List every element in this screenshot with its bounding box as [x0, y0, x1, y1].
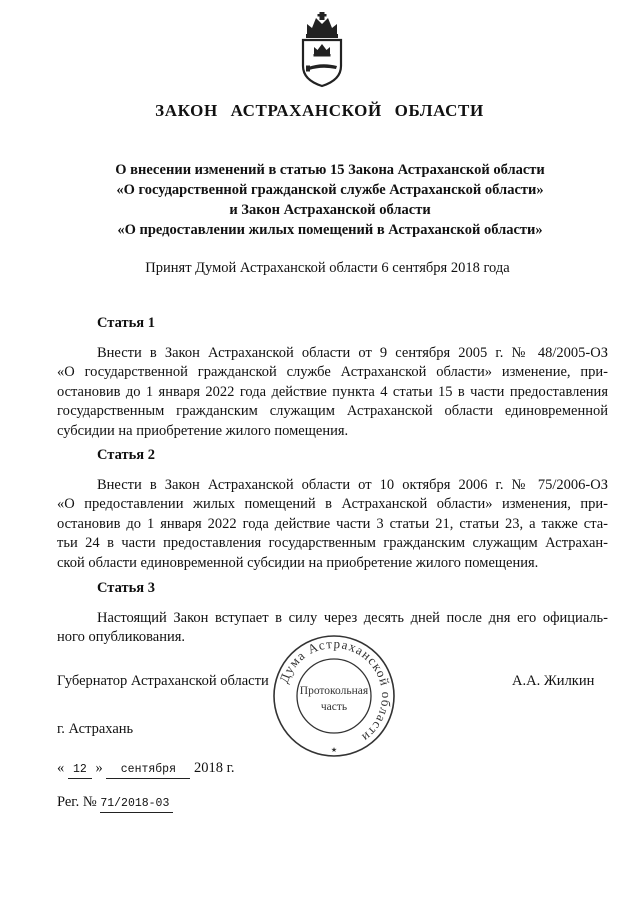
article-1-text	[57, 344, 608, 441]
text-line: Настоящий Закон вступает в силу через десять дней после дня его официаль-	[97, 610, 608, 626]
text-line: субсидии на приобретение жилого помещения.	[57, 422, 349, 439]
law-title-word: ОБЛАСТИ	[394, 101, 484, 120]
law-title	[0, 100, 639, 122]
text-line: «О государственной гражданской службе Астраханской области» изменение, при-	[57, 364, 608, 381]
governor-title: Губернатор Астраханской области	[57, 673, 269, 689]
text-line: остановив до 1 января 2022 года действие пункта 4 статьи 15 в части предоставления	[57, 383, 608, 400]
text-line: Внести в Закон Астраханской области от 9 сентября 2005 г. № 48/2005-ОЗ	[97, 345, 608, 361]
subject-line: «О государственной гражданской службе Астраханской области»	[116, 182, 544, 198]
article-1-heading: Статья 1	[97, 315, 155, 331]
article-2-heading: Статья 2	[97, 447, 155, 463]
law-title-word: АСТРАХАНСКОЙ	[230, 101, 382, 120]
place-of-signing: г. Астрахань	[57, 721, 134, 737]
text-line: ного опубликования.	[57, 629, 186, 646]
text-line: «О предоставлении жилых помещений в Астраханской области» изменения, при-	[57, 496, 608, 513]
text-line: тьи 24 в части предоставления государственным гражданским служащим Астрахан-	[57, 535, 608, 552]
subject-line: «О предоставлении жилых помещений в Астраханской области»	[117, 222, 543, 238]
adoption-note: Принят Думой Астраханской области 6 сентября 2018 года	[145, 260, 510, 276]
text-line: государственным гражданским служащим Астраханской области единовременной	[57, 403, 608, 420]
date-year: 2018 г.	[194, 760, 235, 776]
article-2-text	[57, 476, 608, 573]
duma-stamp	[270, 632, 398, 760]
registration-number	[57, 792, 173, 813]
stamp-ring-text-path: Дума Астраханской области	[276, 635, 395, 746]
article-3-heading: Статья 3	[97, 580, 155, 596]
text-line: ской области единовременной субсидии на приобретение жилого помещения.	[57, 554, 539, 571]
governor-name: А.А. Жилкин	[512, 673, 595, 689]
stamp-star-icon: ★	[330, 746, 338, 754]
subject-line: О внесении изменений в статью 15 Закона Астраханской области	[115, 162, 545, 178]
date-close-quote: »	[95, 760, 103, 776]
registration-value: 71/2018-03	[100, 796, 173, 813]
date-month: сентября	[106, 762, 190, 779]
registration-label: Рег. №	[57, 794, 97, 810]
law-subject	[40, 160, 620, 240]
stamp-center-line1: Протокольная	[299, 685, 369, 697]
text-line: Внести в Закон Астраханской области от 10 октября 2006 г. № 75/2006-ОЗ	[97, 477, 608, 493]
signing-date	[57, 758, 235, 779]
date-day: 12	[68, 762, 92, 779]
stamp-center-line2: часть	[320, 701, 348, 713]
subject-line: и Закон Астраханской области	[229, 202, 431, 218]
text-line: остановив до 1 января 2022 года действие части 3 статьи 21, статьи 23, а также ста-	[57, 515, 608, 532]
astrakhan-coat-of-arms-icon	[297, 10, 347, 88]
law-title-word: ЗАКОН	[155, 101, 218, 120]
date-open-quote: «	[57, 760, 65, 776]
